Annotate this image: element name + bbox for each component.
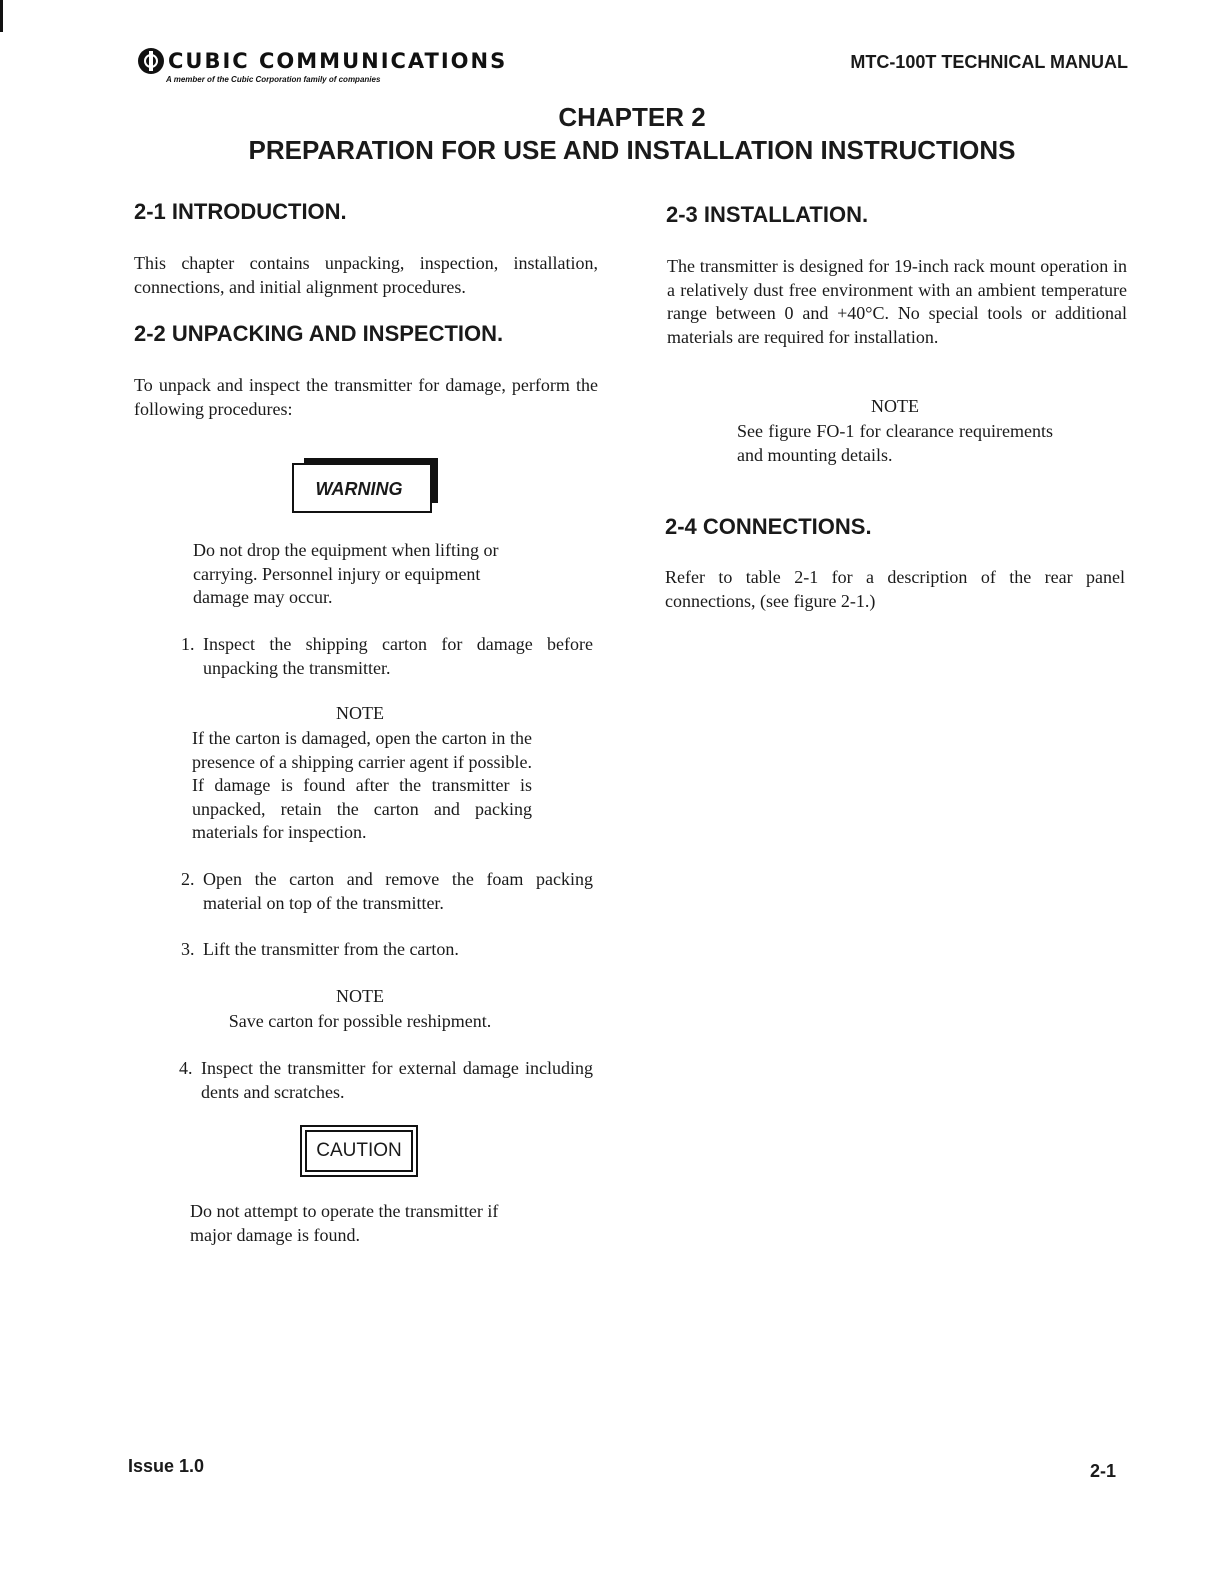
step-number: 1. (181, 634, 195, 654)
connections-text: Refer to table 2-1 for a description of the rear panel connections, (see figure 2-1.) (665, 567, 1125, 611)
caution-box (300, 1125, 418, 1177)
step-text: Open the carton and remove the foam packing material on top of the transmitter. (203, 869, 593, 913)
note-title: NOTE (336, 986, 384, 1006)
installation-text: The transmitter is designed for 19-inch rack mount operation in a relatively dust free environment with an ambient temperature range between 0 and +40°C. No special tools or additional materials are required for installation. (667, 256, 1127, 347)
chapter-title: PREPARATION FOR USE AND INSTALLATION INSTRUCTIONS (248, 135, 1016, 165)
caution-label: CAUTION (305, 1130, 413, 1172)
section-heading-installation: 2-3 INSTALLATION. (666, 202, 869, 227)
margin-mark (0, 0, 3, 32)
section-heading-unpacking: 2-2 UNPACKING AND INSPECTION. (134, 321, 504, 346)
introduction-text: This chapter contains unpacking, inspection, installation, connections, and initial alignment procedures. (134, 253, 598, 297)
company-name: CUBIC COMMUNICATIONS (168, 49, 508, 73)
note-text: See figure FO-1 for clearance requirements and mounting details. (737, 421, 1053, 465)
list-item (181, 633, 593, 680)
unpacking-intro-text: To unpack and inspect the transmitter for damage, perform the following procedures: (134, 375, 598, 419)
note-text: If the carton is damaged, open the carton in the presence of a shipping carrier agent if possible. If damage is found after the transmitter is unpacked, retain the carton and packing materials for inspection. (192, 728, 532, 842)
caution-text: Do not attempt to operate the transmitter if major damage is found. (190, 1201, 499, 1245)
note-text: Save carton for possible reshipment. (228, 1011, 492, 1031)
warning-text: Do not drop the equipment when lifting or carrying. Personnel injury or equipment damage may occur. (193, 540, 499, 607)
step-number: 2. (181, 869, 195, 889)
section-heading-introduction: 2-1 INTRODUCTION. (134, 199, 347, 224)
company-tagline: A member of the Cubic Corporation family of companies (166, 75, 381, 84)
chapter-number: CHAPTER 2 (558, 102, 706, 132)
warning-label: WARNING (315, 479, 403, 499)
step-text: Inspect the shipping carton for damage before unpacking the transmitter. (203, 634, 593, 678)
note-title: NOTE (871, 396, 919, 416)
page-number: 2-1 (1089, 1461, 1116, 1481)
warning-box (292, 463, 432, 513)
list-item (181, 868, 593, 915)
cubic-logo-icon (138, 48, 164, 74)
step-text: Inspect the transmitter for external damage including dents and scratches. (201, 1058, 593, 1102)
company-logo (138, 48, 507, 84)
note-title: NOTE (336, 703, 384, 723)
list-item (179, 1057, 593, 1104)
issue-number: Issue 1.0 (128, 1456, 205, 1476)
section-heading-connections: 2-4 CONNECTIONS. (665, 514, 872, 539)
step-number: 4. (179, 1058, 193, 1078)
step-number: 3. (181, 939, 195, 959)
list-item (181, 938, 593, 962)
step-text: Lift the transmitter from the carton. (203, 939, 459, 959)
manual-title: MTC-100T TECHNICAL MANUAL (850, 52, 1128, 72)
